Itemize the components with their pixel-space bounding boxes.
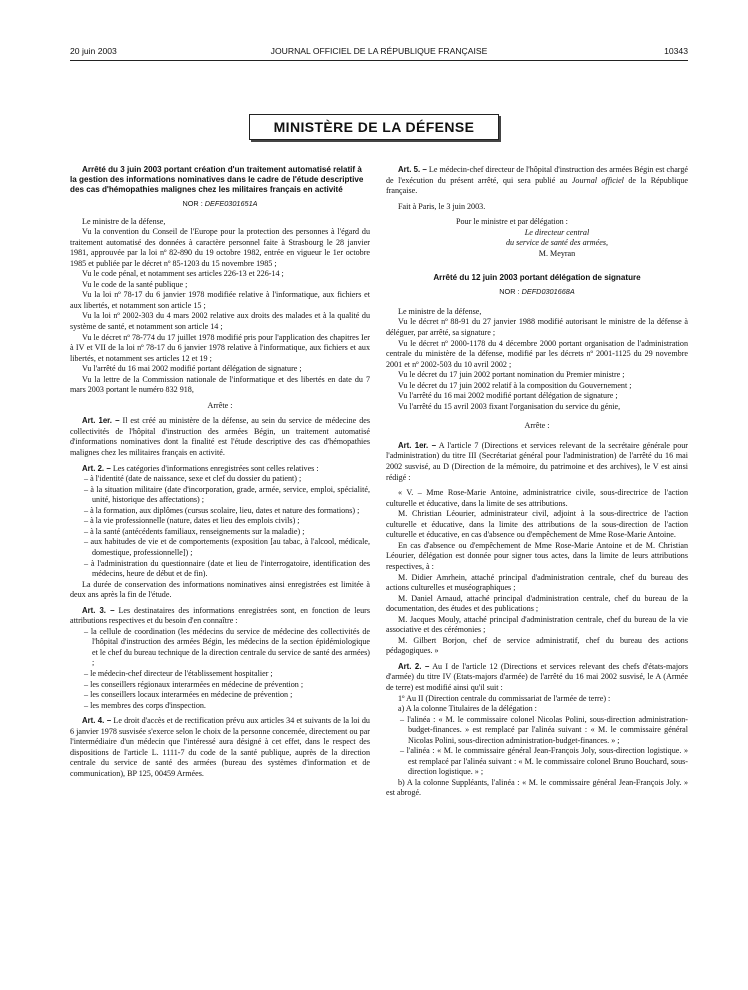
article-2: Art. 2. − Au I de l'article 12 (Directions et services relevant des chefs d'états-majors d'armée) du titre IV (Etats-majors d'armée) de l'arrêté du 16 mai 2002 susvisé, le A (Armée de terre) est modifié ainsi qu'il suit :: [386, 661, 688, 692]
right-column: [386, 165, 688, 799]
preamble-para: Vu le décret nº 78-774 du 17 juillet 1978 modifié pris pour l'application des chapitres Ier à IV et VII de la loi nº 78-17 du 6 janvier 1978 relative à l'informatique, aux fichiers et aux libertés, et notamment ses articles 12 et 19 ;: [70, 332, 370, 363]
header-rule: [70, 60, 688, 61]
preamble-para: Vu la loi nº 78-17 du 6 janvier 1978 modifiée relative à l'informatique, aux fichiers et aux libertés, et notamment son article 15 ;: [70, 290, 370, 310]
preamble-para: Le ministre de la défense,: [82, 216, 166, 226]
list-item: – les conseillers locaux interarmées en médecine de prévention ;: [84, 690, 293, 700]
article-2-label: Art. 2. −: [82, 463, 111, 473]
arrete-label: Arrête :: [524, 421, 550, 431]
article-2-a: a) A la colonne Titulaires de la délégation :: [398, 704, 537, 714]
delegation-para: M. Christian Léourier, administrateur civil, adjoint à la sous-directrice de l'action culturelle et éducative, dans la limite des attributions de la sous-direction de l'action culturelle et éducative, en cas d'absence ou d'empêchement de Mme Rose-Marie Antoine.: [386, 509, 688, 540]
preamble-para: Vu le décret nº 88-91 du 27 janvier 1988 modifié autorisant le ministre de la défense à déléguer, par arrêté, sa signature ;: [386, 317, 688, 338]
article-4-label: Art. 4. −: [82, 716, 112, 726]
preamble-para: Vu le décret nº 2000-1178 du 4 décembre 2000 portant organisation de l'administration centrale du ministère de la défense, modifié par les décrets nº 2001-1125 du 29 novembre 2001 et nº 2002-503 du 10 avril 2002 ;: [386, 338, 688, 369]
article-1: Art. 1er. − A l'article 7 (Directions et services relevant de la secrétaire générale pour l'administration) du titre III (Secrétariat général pour l'administration) de l'arrêté du 16 mai 2002 susvisé, au D (Direction de la mémoire, du patrimoine et des archives), le V est ainsi rédigé :: [386, 440, 688, 482]
preamble-para: Vu l'arrêté du 15 avril 2003 fixant l'organisation du service du génie,: [398, 401, 621, 411]
article-4: Art. 4. − Le droit d'accès et de rectification prévu aux articles 34 et suivants de la loi du 6 janvier 1978 susvisée s'exerce selon le choix de la personne concernée, directement ou par l'intermédiaire d'un médecin que l'intéressé aura désigné à cet effet, dans le respect des dispositions de l'article L. 1111-7 du code de la santé publique, auprès de la direction centrale du service de santé des armées (bureau des systèmes d'information et de communication), BP 125, 00459 Armées.: [70, 716, 370, 778]
article-5: Art. 5. − Le médecin-chef directeur de l'hôpital d'instruction des armées Bégin est chargé de l'exécution du présent arrêté, qui sera publié au Journal officiel de la République française.: [386, 165, 689, 196]
list-item: – l'alinéa : « M. le commissaire général Jean-François Joly, sous-direction logistique. » est remplacé par l'alinéa suivant : « M. le commissaire colonel Bruno Bouchard, sous-direction logistique. » ;: [400, 746, 688, 777]
ministry-box: [249, 114, 499, 140]
fait-a-paris: Fait à Paris, le 3 juin 2003.: [398, 201, 486, 211]
delegation-para: « V. – Mme Rose-Marie Antoine, administratrice civile, sous-directrice de l'action culturelle et éducative, dans la limite de ses attributions.: [386, 488, 688, 508]
preamble-para: Vu le décret du 17 juin 2002 portant nomination du Premier ministre ;: [398, 370, 625, 380]
delegation-para: M. Didier Amrhein, attaché principal d'administration centrale, chef du bureau des actions culturelles et muséographiques ;: [386, 572, 688, 593]
nor-ref-1: NOR : DEFE0301651A: [182, 199, 258, 208]
decree-title-1: Arrêté du 3 juin 2003 portant création d'un traitement automatisé relatif à la gestion des informations nominatives dans le cadre de l'étude descriptive des cas d'hémopathies malignes chez les militaires français en activité: [70, 165, 364, 194]
left-column: [70, 165, 370, 779]
preamble-para: Vu le décret du 17 juin 2002 relatif à la composition du Gouvernement ;: [398, 380, 632, 390]
preamble-para: Vu l'arrêté du 16 mai 2002 modifié portant délégation de signature ;: [82, 364, 302, 374]
delegation-para: En cas d'absence ou d'empêchement de Mme Rose-Marie Antoine et de M. Christian Léourier, délégation est donnée pour signer tous actes, dans la limite de leurs attributions respectives, à :: [386, 540, 688, 571]
preamble-para: Vu la convention du Conseil de l'Europe pour la protection des personnes à l'égard du traitement automatisé des données à caractère personnel faite à Strasbourg le 28 janvier 1981, approuvée par la loi nº 82-890 du 19 octobre 1982, entrée en vigueur le 1er octobre 1985 et publiée par le décret nº 85-1203 du 15 novembre 1985 ;: [70, 227, 370, 268]
delegation-para: M. Daniel Arnaud, attaché principal d'administration centrale, chef du bureau de la documentation, des études et des publications ;: [386, 593, 688, 614]
nor-code-1: DEFE0301651A: [204, 199, 258, 208]
list-item: – la cellule de coordination (les médecins du service de médecine des collectivités de l'hôpital d'instruction des armées Bégin, les médecins de la section épidémiologique et le chef du bureau technique de la direction centrale du service de santé des armées) ;: [84, 626, 370, 668]
list-item: – à la formation, aux diplômes (cursus scolaire, lieu, dates et nature des formations) ;: [84, 505, 360, 515]
journal-title: JOURNAL OFFICIEL DE LA RÉPUBLIQUE FRANÇAISE: [270, 46, 488, 56]
list-item: – les membres des corps d'inspection.: [84, 700, 206, 710]
nor-code-2: DEFD0301668A: [521, 287, 575, 297]
delegation-para: M. Jacques Mouly, attaché principal d'administration centrale, chef du bureau de la vie associative et des cérémonies ;: [386, 614, 688, 635]
header-date: 20 juin 2003: [70, 46, 117, 56]
arrete-label: Arrête :: [207, 400, 233, 410]
signature-name: M. Meyran: [538, 248, 576, 258]
list-item: – aux habitudes de vie et de comportements (exposition [au tabac, à l'alcool, médicale, domestique, professionnelle]) ;: [84, 537, 370, 557]
preamble-para: Vu la loi nº 2002-303 du 4 mars 2002 relative aux droits des malades et à la qualité du système de santé, et notamment son article 14 ;: [70, 311, 370, 332]
list-item: – à la santé (antécédents familiaux, renseignements sur la maladie) ;: [84, 526, 305, 536]
list-item: – à la situation militaire (date d'incorporation, grade, armée, service, emploi, spécialité, unité, historique des affectations) ;: [84, 484, 370, 505]
article-2-sub: 1º Au II (Direction centrale du commissariat de l'armée de terre) :: [398, 693, 611, 703]
article-5-label: Art. 5. −: [398, 165, 427, 174]
decree-title-2: Arrêté du 12 juin 2003 portant délégation de signature: [433, 273, 641, 283]
article-1-label: Art. 1er. −: [82, 416, 120, 426]
list-item: – les conseillers régionaux interarmées en médecine de prévention ;: [84, 679, 304, 689]
page-number: 10343: [664, 46, 688, 56]
article-1: Art. 1er. − Il est créé au ministère de la défense, au sein du service de médecine des collectivités de l'hôpital d'instruction des armées Bégin, un traitement automatisé d'informations nominatives dont la finalité est l'étude descriptive des cas d'hémopathies malignes chez les militaires français en activité.: [70, 416, 370, 458]
article-1-label: Art. 1er. −: [398, 440, 437, 450]
delegation-para: M. Gilbert Borjon, chef de service administratif, chef du bureau des actions pédagogiques. »: [386, 635, 688, 656]
list-item: – à l'administration du questionnaire (date et lieu de l'interrogatoire, identification des médecins, heure de début et de fin).: [84, 558, 370, 579]
article-2-label: Art. 2. −: [398, 661, 430, 671]
article-3: Art. 3. − Les destinataires des informations enregistrées sont, en fonction de leurs attributions respectives et du besoin d'en connaître :: [70, 605, 370, 626]
nor-ref-2: NOR : DEFD0301668A: [499, 287, 575, 297]
article-2-b: b) A la colonne Suppléants, l'alinéa : « M. le commissaire général Jean-François Joly. » est abrogé.: [386, 777, 688, 798]
signature-role: du service de santé des armées,: [505, 238, 609, 248]
article-2-end: La durée de conservation des informations nominatives ainsi enregistrées est limitée à deux ans après la fin de l'étude.: [70, 579, 370, 600]
article-2: Art. 2. − Les catégories d'informations enregistrées sont celles relatives :: [82, 463, 319, 473]
ministry-title: MINISTÈRE DE LA DÉFENSE: [273, 119, 475, 135]
preamble-para: Vu le code de la santé publique ;: [82, 279, 188, 289]
signature-role: Le directeur central: [524, 227, 590, 237]
preamble-para: Vu la lettre de la Commission nationale de l'informatique et des libertés en date du 7 mars 2003 portant le numéro 832 918,: [70, 374, 370, 395]
preamble-para: Vu le code pénal, et notamment ses articles 226-13 et 226-14 ;: [82, 269, 284, 279]
article-3-label: Art. 3. −: [82, 605, 115, 615]
list-item: – l'alinéa : « M. le commissaire colonel Nicolas Polini, sous-direction administration-budget-finances. » est remplacé par l'alinéa suivant : « M. le commissaire général Nicolas Polini, sous-direction administration-budget-finances. » ;: [400, 714, 688, 745]
signature-line: Pour le ministre et par délégation :: [456, 217, 568, 227]
page-header: [70, 46, 688, 60]
preamble-para: Vu l'arrêté du 16 mai 2002 modifié portant délégation de signature ;: [398, 391, 618, 401]
list-item: – à la vie professionnelle (nature, dates et lieu des emplois civils) ;: [84, 516, 300, 526]
list-item: – le médecin-chef directeur de l'établissement hospitalier ;: [84, 668, 273, 678]
list-item: – à l'identité (date de naissance, sexe et clef du dossier du patient) ;: [84, 474, 302, 484]
preamble-para: Le ministre de la défense,: [398, 306, 482, 316]
